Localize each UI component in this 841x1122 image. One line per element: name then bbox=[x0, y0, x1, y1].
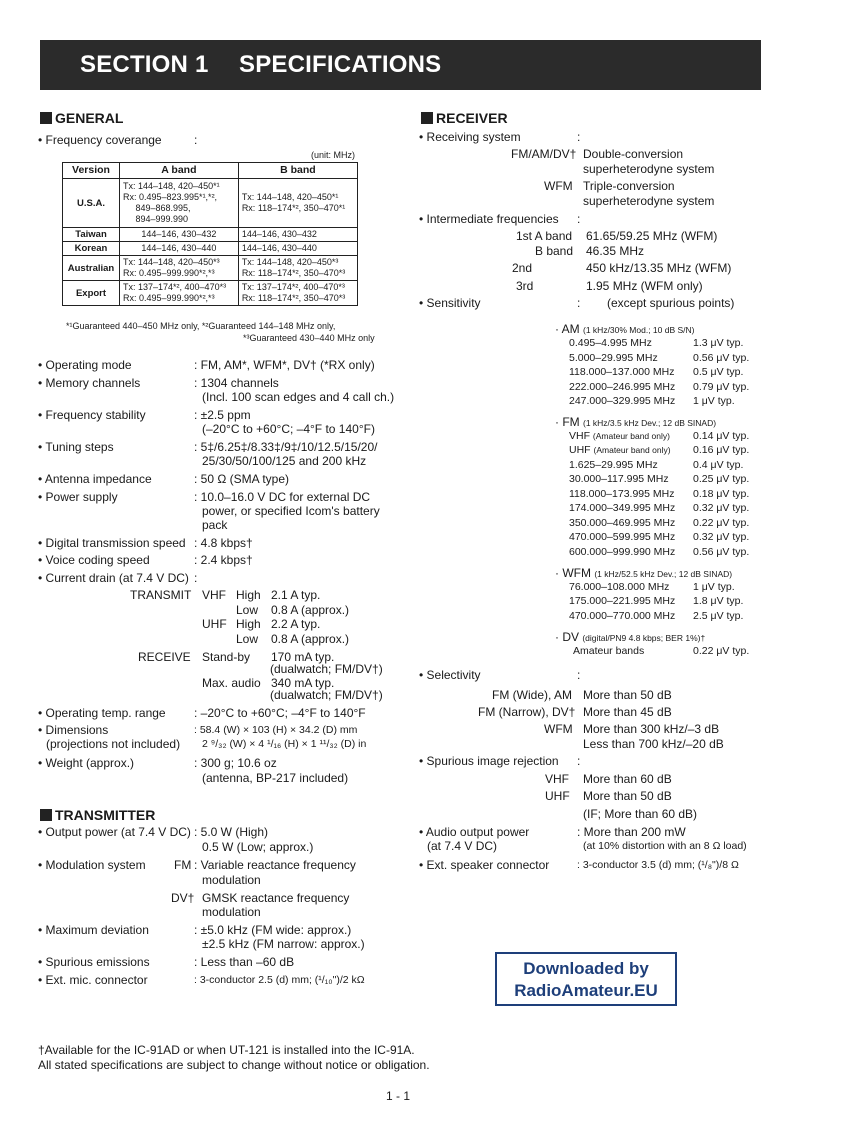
op-mode-value: : FM, AM*, WFM*, DV† (*RX only) bbox=[194, 358, 375, 372]
max-deviation-label: • Maximum deviation bbox=[38, 923, 149, 937]
output-power-value: : 5.0 W (High) bbox=[194, 825, 269, 839]
audio-output-value-2: (at 10% distortion with an 8 Ω load) bbox=[583, 840, 747, 852]
rx-system-label: • Receiving system bbox=[419, 130, 521, 144]
audio-output-label-2: (at 7.4 V DC) bbox=[427, 839, 498, 853]
modulation-dv-value-2: modulation bbox=[202, 905, 261, 919]
fm-condition: (1 kHz/3.5 kHz Dev.; 12 dB SINAD) bbox=[583, 418, 717, 428]
rx-wfm-label: WFM bbox=[544, 179, 573, 193]
if-2nd-label: 2nd bbox=[512, 261, 533, 275]
memory-label: • Memory channels bbox=[38, 376, 141, 390]
dimensions-value-mm: : 58.4 (W) × 103 (H) × 34.2 (D) mm bbox=[194, 724, 358, 736]
dimensions-value-in: 2 ⁹/₃₂ (W) × 4 ¹/₁₆ (H) × 1 ¹¹/₃₂ (D) in bbox=[202, 738, 367, 750]
sens-value: 0.22 μV typ. bbox=[693, 645, 750, 657]
am-heading bbox=[555, 322, 695, 337]
sens-value: 0.4 μV typ. bbox=[693, 459, 744, 471]
if-2nd-value: 450 kHz/13.35 MHz (WFM) bbox=[586, 261, 732, 275]
square-bullet-icon bbox=[421, 112, 433, 124]
spurious-emissions-label: • Spurious emissions bbox=[38, 955, 150, 969]
tx-vhf-high-value: 2.1 A typ. bbox=[271, 588, 321, 602]
dv-condition: (digital/PN9 4.8 kbps; BER 1%)† bbox=[582, 633, 706, 643]
sensitivity-note: (except spurious points) bbox=[607, 296, 735, 310]
fm-uhf-row bbox=[569, 444, 671, 457]
sens-range: 470.000–599.995 MHz bbox=[569, 531, 676, 543]
img-if-value: (IF; More than 60 dB) bbox=[583, 807, 698, 821]
rx-wfm-value-2: superheterodyne system bbox=[583, 194, 715, 208]
antenna-label: • Antenna impedance bbox=[38, 472, 152, 486]
img-vhf-label: VHF bbox=[545, 772, 569, 786]
image-rejection-label: • Spurious image rejection bbox=[419, 754, 559, 768]
sens-range: 222.000–246.995 MHz bbox=[569, 381, 676, 393]
rx-system-colon: : bbox=[577, 130, 581, 144]
table-cell-b: 144–146, 430–432 bbox=[238, 228, 357, 242]
fm-uhf-note: (Amateur band only) bbox=[593, 445, 671, 455]
transmit-label: TRANSMIT bbox=[130, 588, 192, 602]
sel-wfm-value-2: Less than 700 kHz/–20 dB bbox=[583, 737, 724, 751]
digital-speed-label: • Digital transmission speed bbox=[38, 536, 186, 550]
dualwatch-note-2: (dualwatch; FM/DV†) bbox=[270, 688, 383, 702]
sens-range: 175.000–221.995 MHz bbox=[569, 595, 676, 607]
fm-uhf-label: UHF bbox=[569, 444, 591, 456]
downloaded-by-logo bbox=[495, 952, 677, 1006]
table-cell-version: Taiwan bbox=[63, 228, 120, 242]
sens-range: 0.495–4.995 MHz bbox=[569, 337, 652, 349]
rx-fmamdv-value-2: superheterodyne system bbox=[583, 162, 715, 176]
modulation-dv-label: DV† bbox=[171, 891, 195, 905]
square-bullet-icon bbox=[40, 112, 52, 124]
speaker-connector-value: : 3-conductor 3.5 (d) mm; (¹/₈")/8 Ω bbox=[577, 859, 739, 871]
modulation-fm-value: : Variable reactance frequency bbox=[194, 858, 356, 872]
col-b-band: B band bbox=[238, 163, 357, 179]
sel-wfm-value: More than 300 kHz/–3 dB bbox=[583, 722, 720, 736]
modulation-label: • Modulation system bbox=[38, 858, 146, 872]
am-condition: (1 kHz/30% Mod.; 10 dB S/N) bbox=[583, 325, 695, 335]
tx-vhf-low-label: Low bbox=[236, 603, 259, 617]
tx-uhf-low-label: Low bbox=[236, 632, 259, 646]
logo-line-2: RadioAmateur.EU bbox=[514, 981, 658, 1000]
freq-stability-label: • Frequency stability bbox=[38, 408, 146, 422]
voice-speed-value: : 2.4 kbps† bbox=[194, 553, 253, 567]
mic-connector-value: : 3-conductor 2.5 (d) mm; (¹/₁₀")/2 kΩ bbox=[194, 974, 365, 986]
sens-value: 1.8 μV typ. bbox=[693, 595, 744, 607]
op-temp-value: : –20°C to +60°C; –4°F to 140°F bbox=[194, 706, 366, 720]
sens-range: 470.000–770.000 MHz bbox=[569, 610, 676, 622]
modulation-fm-label: FM bbox=[174, 858, 192, 872]
output-power-value-2: 0.5 W (Low; approx.) bbox=[202, 840, 314, 854]
tuning-steps-label: • Tuning steps bbox=[38, 440, 114, 454]
table-cell-b: Tx: 144–148, 420–450*¹ Rx: 118–174*², 350–470*¹ bbox=[238, 179, 357, 228]
modulation-dv-value: GMSK reactance frequency bbox=[202, 891, 350, 905]
weight-value-2: (antenna, BP-217 included) bbox=[202, 771, 349, 785]
footer-note-1: †Available for the IC-91AD or when UT-121 is installed into the IC-91A. bbox=[38, 1043, 415, 1057]
dimensions-label: • Dimensions bbox=[38, 723, 109, 737]
table-cell-b: Tx: 137–174*², 400–470*³ Rx: 118–174*², 350–470*³ bbox=[238, 281, 357, 306]
sel-wfm-label: WFM bbox=[544, 722, 573, 736]
mic-connector-label: • Ext. mic. connector bbox=[38, 973, 148, 987]
tx-uhf-low-value: 0.8 A (approx.) bbox=[271, 632, 350, 646]
if-label: • Intermediate frequencies bbox=[419, 212, 559, 226]
weight-value: : 300 g; 10.6 oz bbox=[194, 756, 277, 770]
tx-uhf-high-label: High bbox=[236, 617, 261, 631]
sens-range: 5.000–29.995 MHz bbox=[569, 352, 658, 364]
sens-value: 0.56 μV typ. bbox=[693, 546, 750, 558]
spurious-emissions-value: : Less than –60 dB bbox=[194, 955, 295, 969]
tuning-steps-value: : 5‡/6.25‡/8.33‡/9‡/10/12.5/15/20/ bbox=[194, 440, 378, 454]
op-temp-label: • Operating temp. range bbox=[38, 706, 166, 720]
if-colon: : bbox=[577, 212, 581, 226]
receiver-heading bbox=[421, 110, 508, 126]
sens-value: 0.18 μV typ. bbox=[693, 488, 750, 500]
antenna-value: : 50 Ω (SMA type) bbox=[194, 472, 290, 486]
power-supply-value-3: pack bbox=[202, 518, 228, 532]
frequency-table bbox=[62, 162, 358, 306]
table-row bbox=[63, 256, 358, 281]
audio-output-label: • Audio output power bbox=[419, 825, 530, 839]
table-cell-b: Tx: 144–148, 420–450*³ Rx: 118–174*², 350–470*³ bbox=[238, 256, 357, 281]
digital-speed-value: : 4.8 kbps† bbox=[194, 536, 253, 550]
table-row bbox=[63, 228, 358, 242]
sens-value: 1.3 μV typ. bbox=[693, 337, 744, 349]
tx-vhf-low-value: 0.8 A (approx.) bbox=[271, 603, 350, 617]
selectivity-colon: : bbox=[577, 668, 581, 682]
audio-output-value: : More than 200 mW bbox=[577, 825, 686, 839]
table-header-row bbox=[63, 163, 358, 179]
fm-vhf-row bbox=[569, 430, 670, 443]
sensitivity-colon: : bbox=[577, 296, 581, 310]
table-cell-a: Tx: 144–148, 420–450*¹ Rx: 0.495–823.995*¹,*², 849–868.995, 894–999.990 bbox=[120, 179, 239, 228]
receiver-heading-text: RECEIVER bbox=[436, 110, 508, 126]
sens-range: 174.000–349.995 MHz bbox=[569, 502, 676, 514]
img-vhf-value: More than 60 dB bbox=[583, 772, 672, 786]
fm-head-text: · FM bbox=[555, 415, 580, 429]
general-heading bbox=[40, 110, 123, 126]
memory-value: : 1304 channels bbox=[194, 376, 279, 390]
voice-speed-label: • Voice coding speed bbox=[38, 553, 150, 567]
table-cell-a: 144–146, 430–432 bbox=[120, 228, 239, 242]
image-rejection-colon: : bbox=[577, 754, 581, 768]
rx-fmamdv-label: FM/AM/DV† bbox=[511, 147, 577, 161]
sens-range: 600.000–999.990 MHz bbox=[569, 546, 676, 558]
sens-range: 30.000–117.995 MHz bbox=[569, 473, 669, 485]
sens-value: 0.16 μV typ. bbox=[693, 444, 750, 456]
col-version: Version bbox=[63, 163, 120, 179]
page-number: 1 - 1 bbox=[386, 1089, 411, 1103]
table-cell-a: Tx: 137–174*², 400–470*³ Rx: 0.495–999.990*²,*³ bbox=[120, 281, 239, 306]
weight-label: • Weight (approx.) bbox=[38, 756, 135, 770]
table-footnote-1: *¹Guaranteed 440–450 MHz only, *²Guaranteed 144–148 MHz only, bbox=[66, 321, 336, 331]
current-drain-label: • Current drain (at 7.4 V DC) bbox=[38, 571, 189, 585]
max-deviation-value-2: ±2.5 kHz (FM narrow: approx.) bbox=[202, 937, 365, 951]
dualwatch-note-1: (dualwatch; FM/DV†) bbox=[270, 662, 383, 676]
logo-line-1: Downloaded by bbox=[523, 959, 649, 978]
table-cell-version: Korean bbox=[63, 242, 120, 256]
power-supply-value: : 10.0–16.0 V DC for external DC bbox=[194, 490, 371, 504]
output-power-label: • Output power (at 7.4 V DC) bbox=[38, 825, 191, 839]
table-cell-version: U.S.A. bbox=[63, 179, 120, 228]
sens-value: 0.14 μV typ. bbox=[693, 430, 750, 442]
sens-range: 76.000–108.000 MHz bbox=[569, 581, 670, 593]
freq-coverage-label: • Frequency coverange bbox=[38, 133, 162, 147]
sens-value: 0.79 μV typ. bbox=[693, 381, 750, 393]
tx-vhf-label: VHF bbox=[202, 588, 226, 602]
power-supply-value-2: power, or specified Icom's battery bbox=[202, 504, 380, 518]
sens-range: 118.000–173.995 MHz bbox=[569, 488, 675, 500]
table-cell-a: Tx: 144–148, 420–450*³ Rx: 0.495–999.990*²,*³ bbox=[120, 256, 239, 281]
table-footnote-2: *³Guaranteed 430–440 MHz only bbox=[243, 333, 375, 343]
table-cell-version: Australian bbox=[63, 256, 120, 281]
if-b-label: B band bbox=[535, 244, 574, 258]
sens-value: 2.5 μV typ. bbox=[693, 610, 744, 622]
op-mode-label: • Operating mode bbox=[38, 358, 132, 372]
sens-value: 0.32 μV typ. bbox=[693, 531, 750, 543]
dv-heading bbox=[555, 630, 705, 645]
tx-vhf-high-label: High bbox=[236, 588, 261, 602]
if-b-value: 46.35 MHz bbox=[586, 244, 645, 258]
section-header-bar bbox=[40, 40, 761, 90]
memory-value-2: (Incl. 100 scan edges and 4 call ch.) bbox=[202, 390, 395, 404]
img-uhf-value: More than 50 dB bbox=[583, 789, 672, 803]
sens-value: 1 μV typ. bbox=[693, 395, 735, 407]
square-bullet-icon bbox=[40, 809, 52, 821]
sens-value: 0.5 μV typ. bbox=[693, 366, 744, 378]
fm-vhf-label: VHF bbox=[569, 430, 590, 442]
sens-range: 1.625–29.995 MHz bbox=[569, 459, 658, 471]
table-cell-version: Export bbox=[63, 281, 120, 306]
receive-label: RECEIVE bbox=[138, 650, 191, 664]
if-1st-a-value: 61.65/59.25 MHz (WFM) bbox=[586, 229, 718, 243]
general-heading-text: GENERAL bbox=[55, 110, 124, 126]
max-audio-value: 340 mA typ. bbox=[271, 676, 335, 690]
sel-fm-narrow-label: FM (Narrow), DV† bbox=[478, 705, 576, 719]
sens-value: 1 μV typ. bbox=[693, 581, 735, 593]
tx-uhf-high-value: 2.2 A typ. bbox=[271, 617, 321, 631]
page-title: SPECIFICATIONS bbox=[239, 51, 442, 78]
table-cell-a: 144–146, 430–440 bbox=[120, 242, 239, 256]
sensitivity-label: • Sensitivity bbox=[419, 296, 481, 310]
if-3rd-value: 1.95 MHz (WFM only) bbox=[586, 279, 703, 293]
sel-fm-wide-value: More than 50 dB bbox=[583, 688, 672, 702]
rx-wfm-value: Triple-conversion bbox=[583, 179, 675, 193]
section-number: SECTION 1 bbox=[80, 51, 209, 78]
unit-label: (unit: MHz) bbox=[311, 150, 356, 160]
table-row bbox=[63, 242, 358, 256]
tuning-steps-value-2: 25/30/50/100/125 and 200 kHz bbox=[202, 454, 367, 468]
current-drain-colon: : bbox=[194, 571, 198, 585]
freq-stability-value: : ±2.5 ppm bbox=[194, 408, 251, 422]
sens-range: 350.000–469.995 MHz bbox=[569, 517, 676, 529]
fm-vhf-note: (Amateur band only) bbox=[592, 431, 670, 441]
wfm-condition: (1 kHz/52.5 kHz Dev.; 12 dB SINAD) bbox=[594, 569, 733, 579]
am-head-text: · AM bbox=[555, 322, 580, 336]
table-row bbox=[63, 281, 358, 306]
col-a-band: A band bbox=[120, 163, 239, 179]
table-cell-b: 144–146, 430–440 bbox=[238, 242, 357, 256]
sens-range: 247.000–329.995 MHz bbox=[569, 395, 676, 407]
standby-value: 170 mA typ. bbox=[271, 650, 335, 664]
dimensions-label-2: (projections not included) bbox=[46, 737, 181, 751]
footer-note-2: All stated specifications are subject to change without notice or obligation. bbox=[38, 1058, 430, 1072]
if-1st-a-label: 1st A band bbox=[516, 229, 573, 243]
wfm-heading bbox=[555, 566, 732, 581]
table-row bbox=[63, 179, 358, 228]
transmitter-heading bbox=[40, 807, 155, 823]
freq-coverage-colon: : bbox=[194, 133, 198, 147]
tx-uhf-label: UHF bbox=[202, 617, 227, 631]
max-deviation-value: : ±5.0 kHz (FM wide: approx.) bbox=[194, 923, 352, 937]
fm-heading bbox=[555, 415, 716, 430]
transmitter-heading-text: TRANSMITTER bbox=[55, 807, 156, 823]
freq-stability-value-2: (–20°C to +60°C; –4°F to 140°F) bbox=[202, 422, 375, 436]
sel-fm-wide-label: FM (Wide), AM bbox=[492, 688, 572, 702]
sens-range: 118.000–137.000 MHz bbox=[569, 366, 675, 378]
img-uhf-label: UHF bbox=[545, 789, 570, 803]
sens-value: 0.25 μV typ. bbox=[693, 473, 750, 485]
if-3rd-label: 3rd bbox=[516, 279, 534, 293]
standby-label: Stand-by bbox=[202, 650, 251, 664]
wfm-head-text: · WFM bbox=[555, 566, 591, 580]
modulation-fm-value-2: modulation bbox=[202, 873, 261, 887]
dv-amateur-label: Amateur bands bbox=[573, 645, 645, 657]
dv-head-text: · DV bbox=[555, 630, 579, 644]
sel-fm-narrow-value: More than 45 dB bbox=[583, 705, 672, 719]
power-supply-label: • Power supply bbox=[38, 490, 118, 504]
selectivity-label: • Selectivity bbox=[419, 668, 481, 682]
speaker-connector-label: • Ext. speaker connector bbox=[419, 858, 550, 872]
sens-value: 0.56 μV typ. bbox=[693, 352, 750, 364]
sens-value: 0.32 μV typ. bbox=[693, 502, 750, 514]
sens-value: 0.22 μV typ. bbox=[693, 517, 750, 529]
rx-fmamdv-value: Double-conversion bbox=[583, 147, 684, 161]
max-audio-label: Max. audio bbox=[202, 676, 261, 690]
